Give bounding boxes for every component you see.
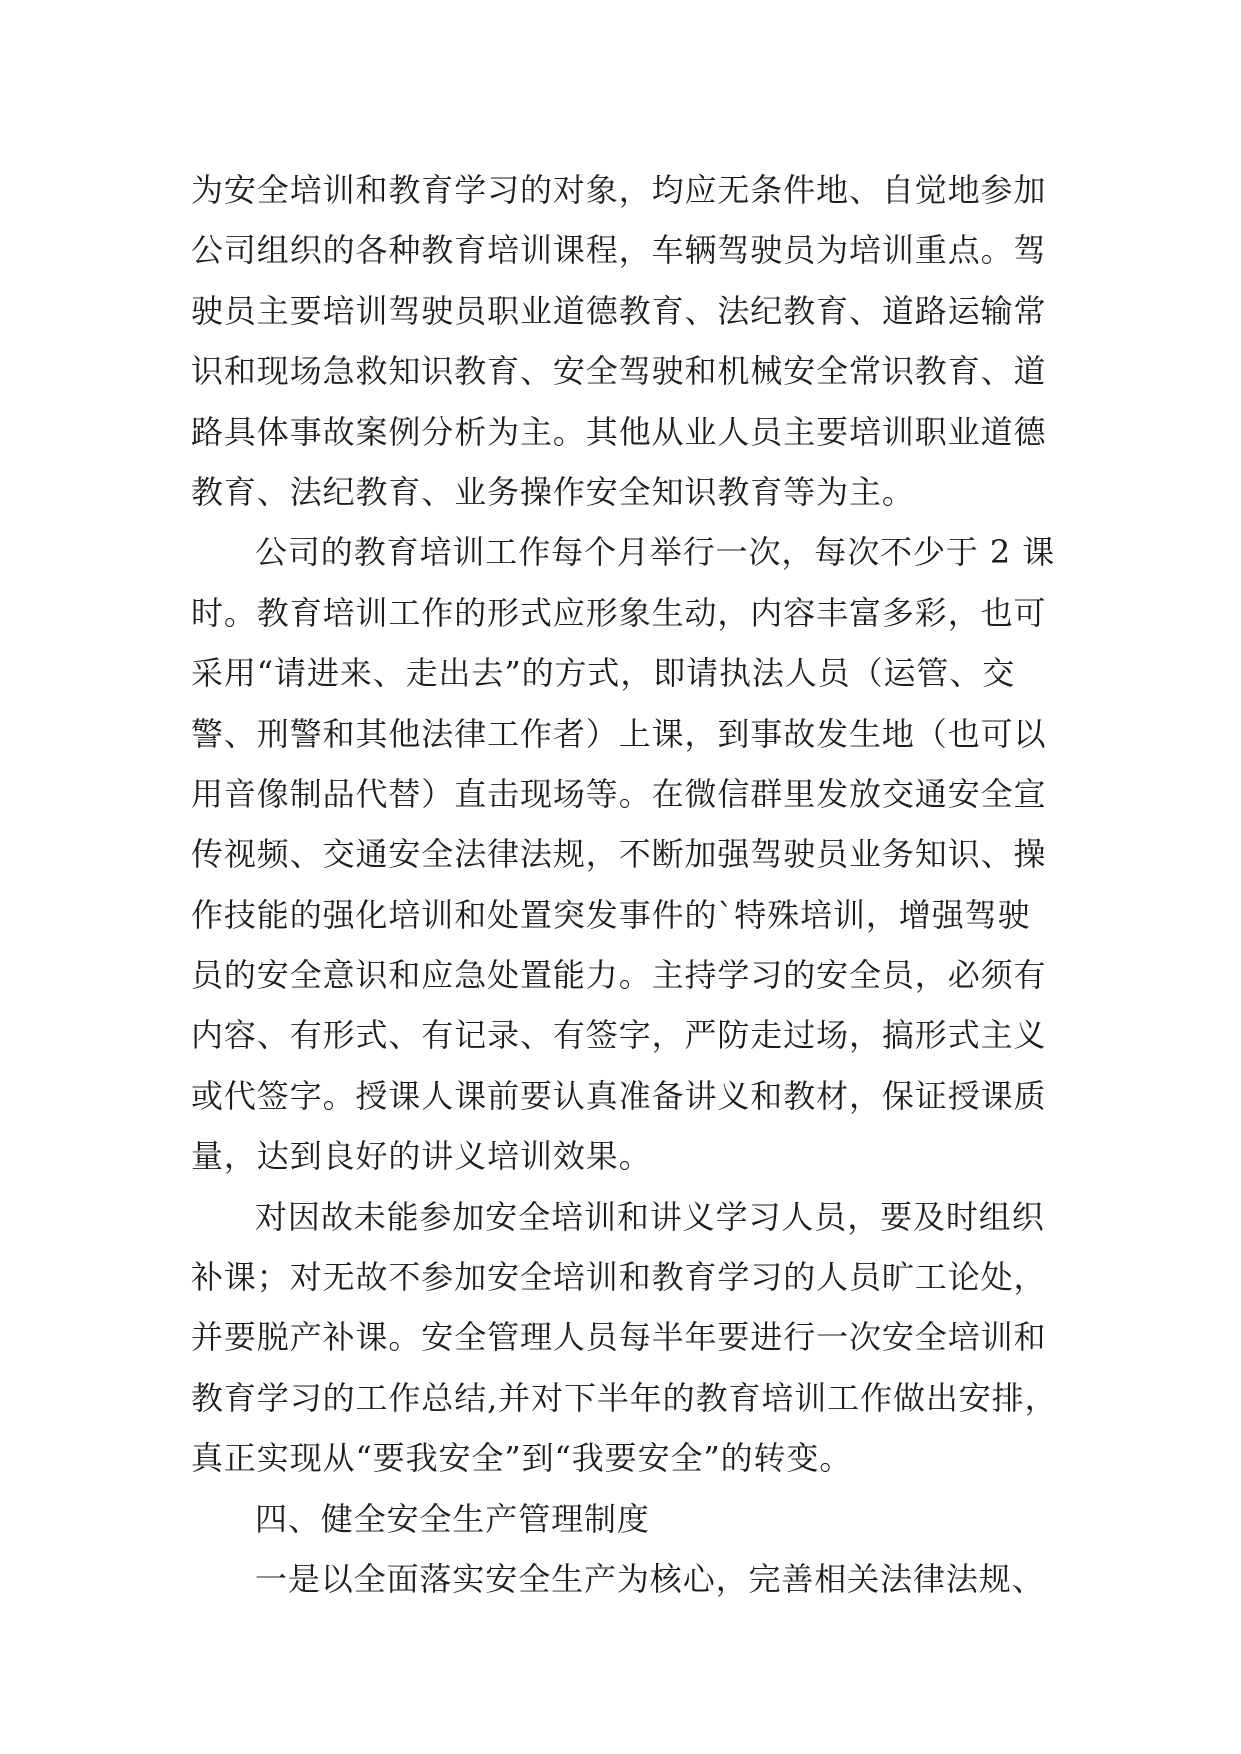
- text-line: 教育学习的工作总结,并对下半年的教育培训工作做出安排，: [191, 1378, 1058, 1417]
- text-line: 为安全培训和教育学习的对象，均应无条件地、自觉地参加: [191, 171, 1047, 209]
- text-line: 真正实现从“要我安全”到“我要安全”的转变。: [191, 1439, 853, 1478]
- text-line: 时。教育培训工作的形式应形象生动，内容丰富多彩，也可: [191, 593, 1047, 632]
- text-line: 传视频、交通安全法律法规，不断加强驾驶员业务知识、操: [191, 835, 1047, 874]
- text-line: 驶员主要培训驾驶员职业道德教育、法纪教育、道路运输常: [191, 291, 1047, 330]
- text-line: 补课；对无故不参加安全培训和教育学习的人员旷工论处，: [191, 1258, 1047, 1297]
- text-line: 公司组织的各种教育培训课程，车辆驾驶员为培训重点。驾: [191, 231, 1047, 270]
- document-body: [191, 160, 1071, 1609]
- text-line: 作技能的强化培训和处置突发事件的`特殊培训，增强驾驶: [191, 895, 1031, 934]
- text-line: 员的安全意识和应急处置能力。主持学习的安全员，必须有: [191, 956, 1047, 995]
- text-line: 并要脱产补课。安全管理人员每半年要进行一次安全培训和: [191, 1318, 1047, 1357]
- text-line: 量，达到良好的讲义培训效果。: [191, 1137, 652, 1176]
- text-line: 采用“请进来、走出去”的方式，即请执法人员（运管、交: [191, 654, 1016, 693]
- text-line: 内容、有形式、有记录、有签字，严防走过场，搞形式主义: [191, 1016, 1047, 1055]
- paragraph-first-line: 一是以全面落实安全生产为核心，完善相关法律法规、: [255, 1559, 1045, 1598]
- paragraph-first-line: 公司的教育培训工作每个月举行一次，每次不少于 2 课: [255, 533, 1056, 572]
- text-line: 识和现场急救知识教育、安全驾驶和机械安全常识教育、道: [191, 352, 1047, 391]
- text-line: 教育、法纪教育、业务操作安全知识教育等为主。: [191, 472, 915, 511]
- text-line: 用音像制品代替）直击现场等。在微信群里发放交通安全宣: [191, 774, 1047, 813]
- text-line: 路具体事故案例分析为主。其他从业人员主要培训职业道德: [191, 412, 1047, 451]
- paragraph-first-line: 对因故未能参加安全培训和讲义学习人员，要及时组织: [255, 1197, 1045, 1236]
- text-line: 或代签字。授课人课前要认真准备讲义和教材，保证授课质: [191, 1076, 1047, 1115]
- text-line: 警、刑警和其他法律工作者）上课，到事故发生地（也可以: [191, 714, 1047, 753]
- section-heading: 四、健全安全生产管理制度: [255, 1499, 650, 1538]
